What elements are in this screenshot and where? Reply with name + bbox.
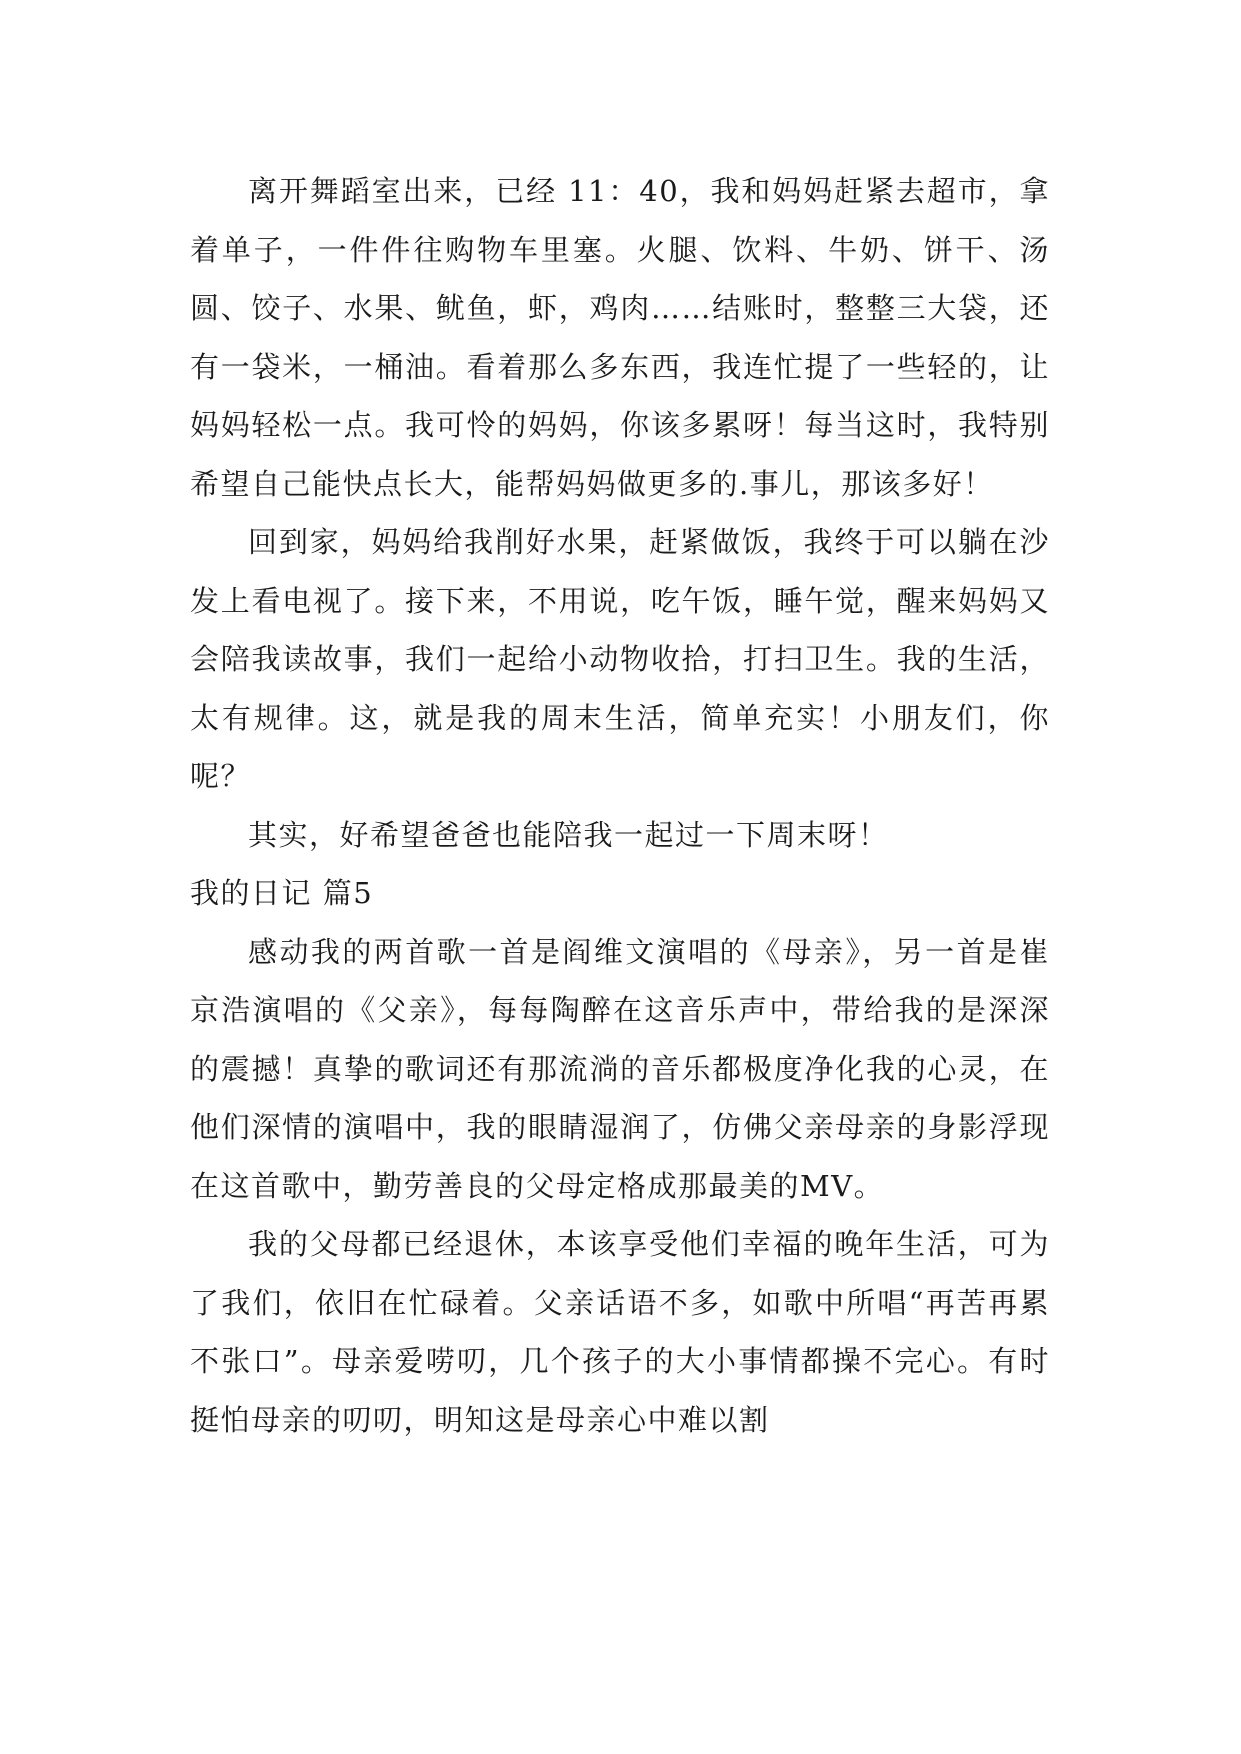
paragraph-wish: 其实，好希望爸爸也能陪我一起过一下周末呀！ [248,817,889,852]
paragraph-songs: 感动我的两首歌一首是阎维文演唱的《母亲》，另一首是崔京浩演唱的《父亲》，每每陶醉在这音乐声中，带给我的是深深的震撼！真挚的歌词还有那流淌的音乐都极度净化我的心灵，在他们深情的演唱中，我的眼睛湿润了，仿佛父亲母亲的身影浮现在这首歌中，勤劳善良的父母定格成那最美的MV。 [190,934,1050,1203]
paragraph-supermarket: 离开舞蹈室出来，已经 11：40，我和妈妈赶紧去超市，拿着单子，一件件往购物车里塞。火腿、饮料、牛奶、饼干、汤圆、饺子、水果、鱿鱼，虾，鸡肉……结账时，整整三大袋，还有一袋米，一桶油。看着那么多东西，我连忙提了一些轻的，让妈妈轻松一点。我可怜的妈妈，你该多累呀！每当这时，我特别希望自己能快点长大，能帮妈妈做更多的.事儿，那该多好！ [190,174,1050,501]
document-body [190,162,1050,1449]
paragraph-home: 回到家，妈妈给我削好水果，赶紧做饭，我终于可以躺在沙发上看电视了。接下来，不用说，吃午饭，睡午觉，醒来妈妈又会陪我读故事，我们一起给小动物收拾，打扫卫生。我的生活，太有规律。这，就是我的周末生活，简单充实！小朋友们，你呢？ [190,525,1050,793]
section-heading: 我的日记 篇5 [190,876,374,910]
paragraph-parents: 我的父母都已经退休，本该享受他们幸福的晚年生活，可为了我们，依旧在忙碌着。父亲话语不多，如歌中所唱“再苦再累不张口”。母亲爱唠叨，几个孩子的大小事情都操不完心。有时挺怕母亲的叨叨，明知这是母亲心中难以割 [190,1227,1050,1437]
